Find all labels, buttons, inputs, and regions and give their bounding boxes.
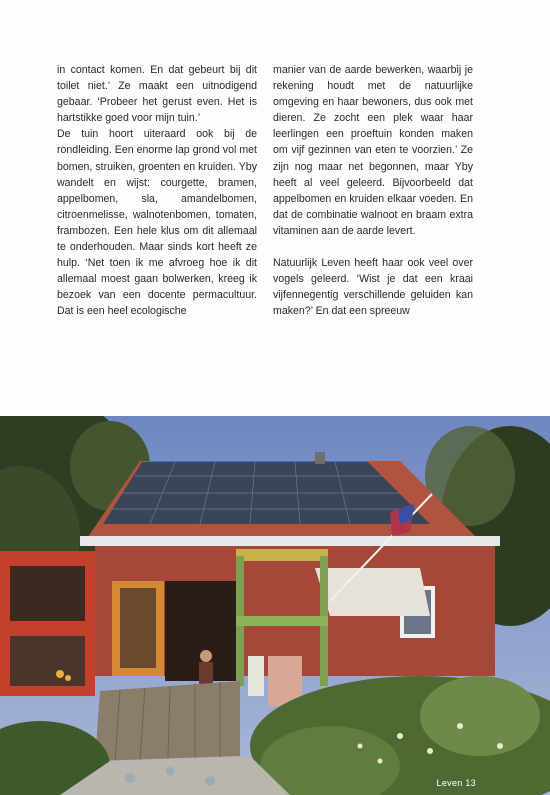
paragraph: De tuin hoort uiteraard ook bij de rondleiding. Een enorme lap grond vol met bomen, struiken, groenten en kruiden. Yby wandelt en wijst: courgette, bramen, appelbomen, sla, amandelbomen, citroenmelisse, walnotenbomen, tomaten, frambozen. Een hele klus om dit allemaal te onderhouden. Maar sinds kort heeft ze hulp. ‘Net toen ik me afvroeg hoe ik dit allemaal moest gaan bolwerken, kreeg ik bezoek van een docente permacultuur. Dat is een heel ecologische: [57, 128, 257, 318]
paragraph: in contact komen. En dat gebeurt bij dit toilet niet.’ Ze maakt een uitnodigend gebaar. ‘Probeer het gerust even. Het is hartstikke goed voor mijn tuin.’: [57, 64, 257, 125]
text-column-left: [57, 62, 257, 320]
page-footer: [437, 778, 476, 788]
paragraph: manier van de aarde bewerken, waarbij je rekening houdt met de natuurlijke omgeving en haar bewoners, dus ook met dieren. Ze zocht een plek waar haar leerlingen een proeftuin konden maken om vijf gezinnen van eten te voorzien.’ Ze zijn nog maar net begonnen, maar Yby heeft al veel geleerd. Bijvoorbeeld dat appelbomen en kruiden elkaar voeden. En dat de combinatie walnoot en braam extra vitaminen aan de aarde levert.: [273, 64, 473, 237]
footer-label: Leven: [436, 778, 463, 788]
paragraph: Natuurlijk Leven heeft haar ook veel over vogels geleerd. ‘Wist je dat een kraai vijfennegentig verschillende geluiden kan maken?’ En dat een spreeuw: [273, 257, 473, 318]
page-number: 13: [465, 778, 476, 788]
house-garden-photo: [0, 416, 550, 795]
text-column-right: [273, 62, 473, 319]
